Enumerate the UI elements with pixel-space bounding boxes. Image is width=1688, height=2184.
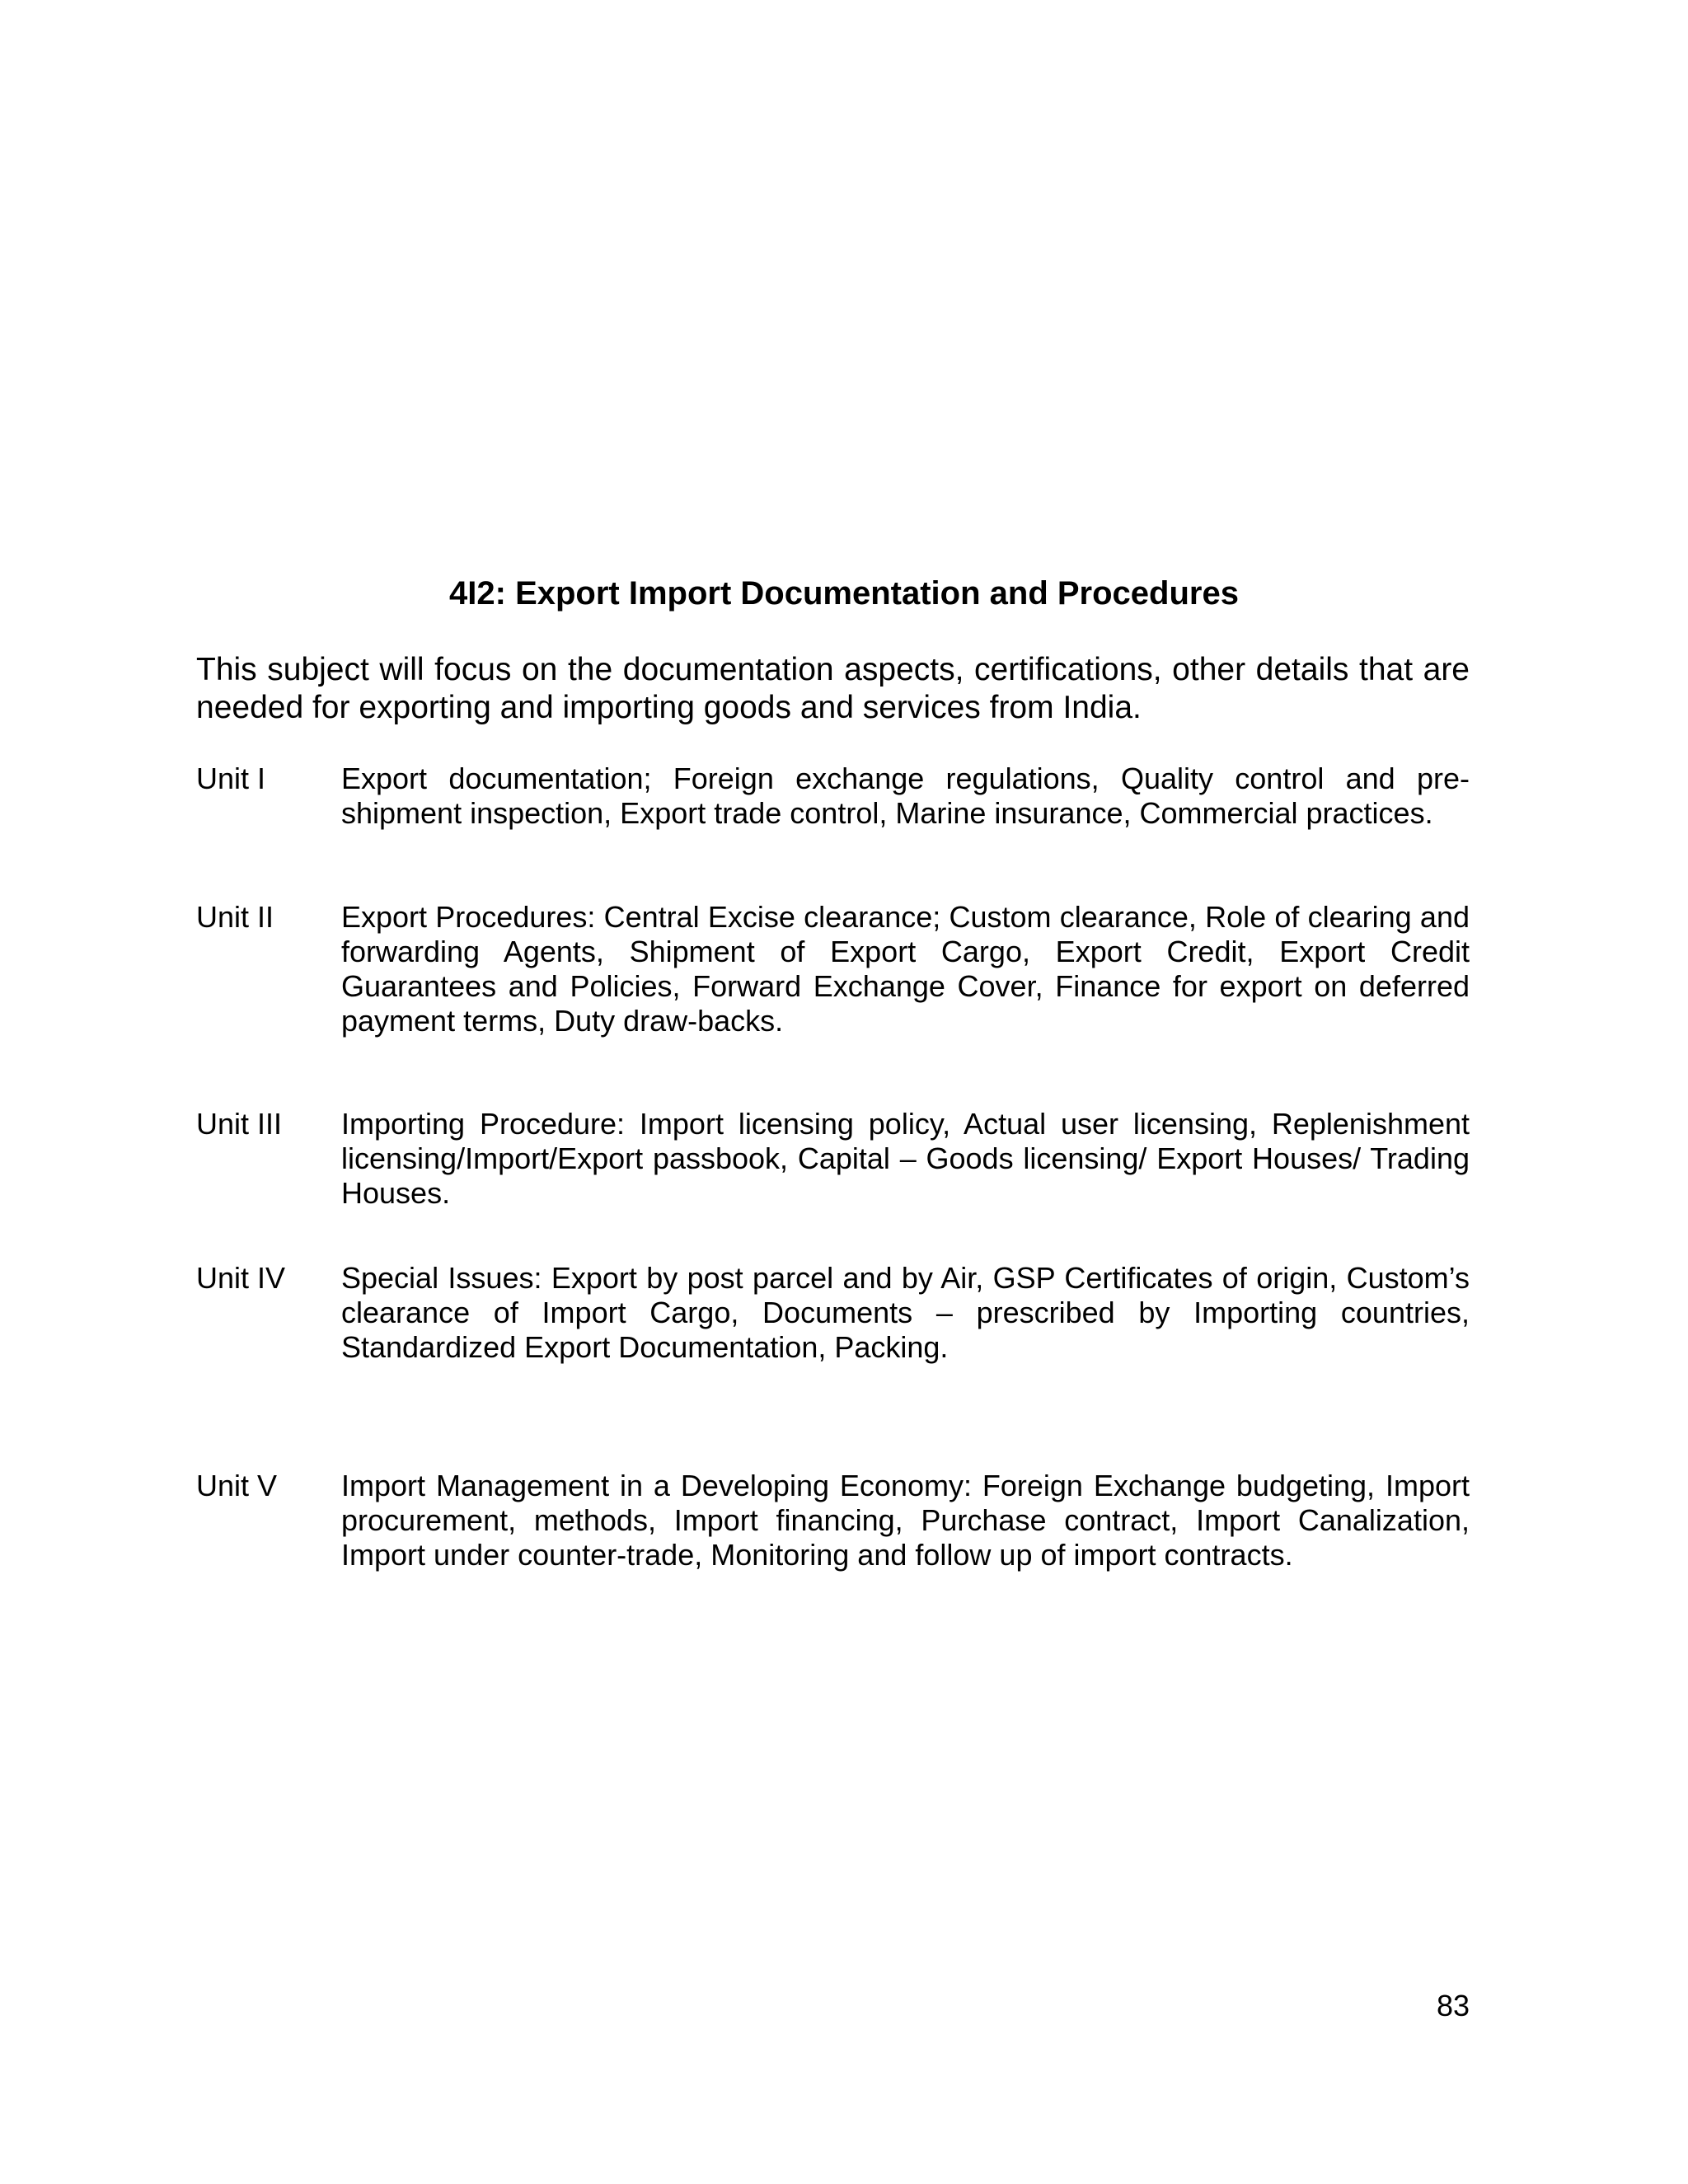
unit-description: Import Management in a Developing Economy: Foreign Exchange budgeting, Import procurement, methods, Import financing, Purchase contract, Import Canalization, Import under counter-trade, Monitoring and follow up of import contracts.: [341, 1469, 1470, 1572]
unit-description: Importing Procedure: Import licensing policy, Actual user licensing, Replenishment licensing/Import/Export passbook, Capital – Goods licensing/ Export Houses/ Trading Houses.: [341, 1107, 1470, 1210]
page-number: 83: [1436, 1989, 1470, 2022]
unit-description: Export Procedures: Central Excise clearance; Custom clearance, Role of clearing and forwarding Agents, Shipment of Export Cargo, Export Credit, Export Credit Guarantees and Policies, Forward Exchange Cover, Finance for export on deferred payment terms, Duty draw-backs.: [341, 900, 1470, 1038]
intro-paragraph: This subject will focus on the documentation aspects, certifications, other details that are needed for exporting and importing goods and services from India.: [196, 652, 1470, 725]
unit-label: Unit I: [196, 762, 266, 795]
unit-label: Unit V: [196, 1469, 278, 1502]
page-title: 4I2: Export Import Documentation and Procedures: [449, 575, 1239, 612]
unit-label: Unit II: [196, 900, 274, 934]
unit-label: Unit III: [196, 1107, 283, 1141]
unit-description: Export documentation; Foreign exchange regulations, Quality control and pre-shipment inspection, Export trade control, Marine insurance, Commercial practices.: [341, 762, 1470, 830]
unit-description: Special Issues: Export by post parcel and by Air, GSP Certificates of origin, Custom’s clearance of Import Cargo, Documents – prescribed by Importing countries, Standardized Export Documentation, Packing.: [341, 1261, 1470, 1364]
unit-label: Unit IV: [196, 1261, 286, 1295]
